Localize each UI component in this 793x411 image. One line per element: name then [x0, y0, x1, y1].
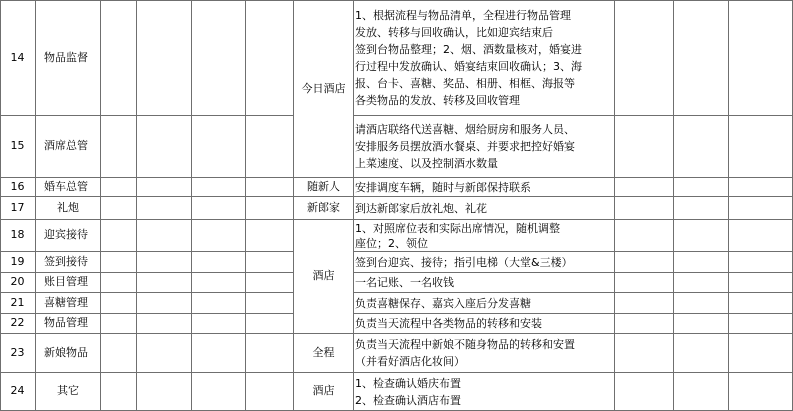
role-name: 其它: [57, 384, 79, 397]
description-line: 签到台迎宾、接待；指引电梯（大堂&三楼）: [355, 255, 573, 269]
grid-line: [353, 0, 354, 411]
row-number: 22: [10, 316, 25, 329]
grid-line: [191, 0, 192, 411]
task-description: [355, 197, 613, 219]
description-line: 报、台卡、喜糖、奖品、相册、相框、海报等: [355, 77, 575, 90]
description-line: 一名记账、一名收钱: [355, 276, 454, 289]
location-label: 今日酒店: [301, 81, 346, 95]
row-number: 15: [10, 139, 25, 152]
description-line: 1、检查确认婚庆布置: [355, 376, 461, 390]
location-label: 酒店: [312, 269, 335, 282]
role-name: 物品监督: [44, 50, 88, 64]
role-name: 喜糖管理: [44, 295, 88, 309]
description-line: 签到台物品整理；2、烟、酒数量核对，婚宴进: [355, 43, 582, 56]
row-number: 16: [10, 179, 25, 193]
grid-line: [245, 0, 246, 411]
row-number: 18: [10, 228, 25, 241]
description-line: 负责当天流程中各类物品的转移和安装: [355, 317, 542, 330]
description-line: 到达新郎家后放礼炮、礼花: [355, 201, 487, 215]
row-number: 17: [10, 200, 25, 214]
row-number: 21: [10, 295, 25, 309]
grid-line: [136, 0, 137, 411]
role-name: 婚车总管: [44, 179, 88, 193]
description-line: 1、根据流程与物品清单，全程进行物品管理: [355, 9, 571, 22]
grid-line: [614, 0, 615, 411]
grid-line: [673, 0, 674, 411]
role-name: 账目管理: [44, 275, 88, 288]
row-number: 20: [10, 275, 25, 288]
description-line: 2、检查确认酒店布置: [355, 393, 461, 407]
task-description: [355, 252, 613, 272]
row-number: 19: [10, 254, 25, 268]
description-line: 负责喜糖保存、嘉宾入座后分发喜糖: [355, 296, 531, 310]
location-label: 全程: [312, 345, 335, 359]
role-name: 礼炮: [57, 200, 79, 214]
task-description: [355, 273, 613, 292]
task-description: [355, 1, 613, 115]
description-line: 发放、转移与回收确认，比如迎宾结束后: [355, 26, 553, 39]
row-number: 23: [10, 345, 25, 359]
role-name: 迎宾接待: [44, 228, 88, 241]
row-number: 24: [10, 384, 25, 397]
description-line: 请酒店联络代送喜糖、烟给厨房和服务人员、: [355, 123, 575, 136]
row-number: 14: [10, 50, 25, 64]
description-line: 各类物品的发放、转移及回收管理: [355, 94, 520, 107]
task-description: [355, 314, 613, 333]
task-description: [355, 334, 613, 372]
location-label: 新郎家: [307, 200, 340, 214]
role-name: 新娘物品: [44, 345, 88, 359]
description-line: 安排服务员摆放酒水餐桌、并要求把控好婚宴: [355, 140, 575, 153]
task-description: [355, 178, 613, 196]
description-line: 1、对照席位表和实际出席情况，随机调整: [355, 221, 560, 235]
task-description: [355, 373, 613, 410]
location-label: 酒店: [312, 384, 335, 397]
role-name: 酒席总管: [44, 139, 88, 152]
description-line: 上菜速度、以及控制酒水数量: [355, 157, 498, 170]
task-description: [355, 293, 613, 313]
description-line: （并看好酒店化妆间）: [355, 355, 465, 368]
task-description: [355, 220, 613, 251]
description-line: 负责当天流程中新娘不随身物品的转移和安置: [355, 338, 575, 351]
description-line: 安排调度车辆，随时与新郎保持联系: [355, 180, 531, 194]
grid-line: [728, 0, 729, 411]
location-label: 随新人: [307, 179, 340, 193]
role-name: 物品管理: [44, 316, 88, 329]
task-description: [355, 116, 613, 177]
description-line: 行过程中发放确认、婚宴结束回收确认；3、海: [355, 60, 582, 73]
grid-line: [100, 0, 101, 411]
description-line: 座位；2、领位: [355, 236, 428, 250]
role-name: 签到接待: [44, 254, 88, 268]
